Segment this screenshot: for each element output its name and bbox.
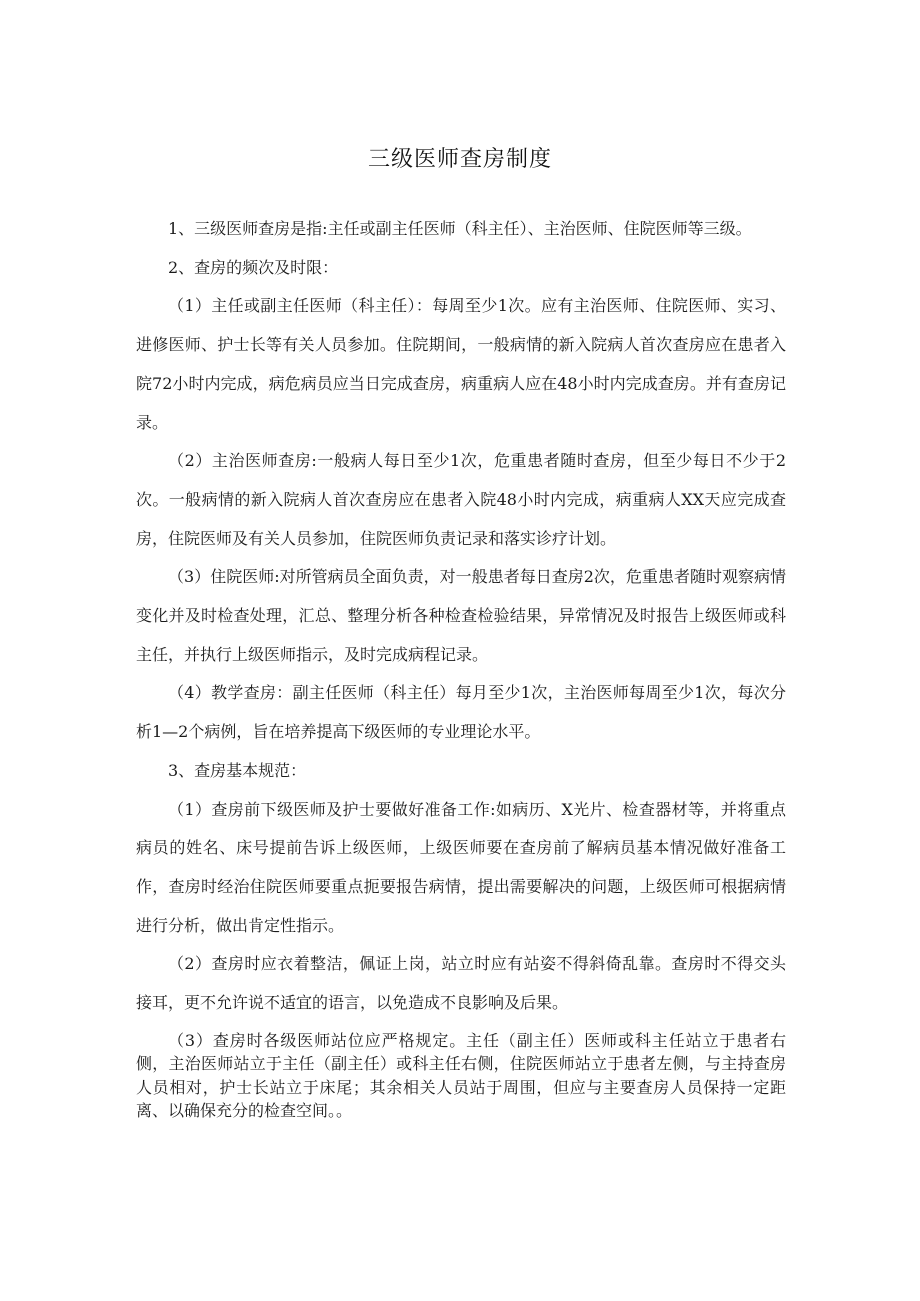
- paragraph-3: （1）主任或副主任医师（科主任）：每周至少1次。应有主治医师、住院医师、实习、进修医师、护士长等有关人员参加。住院期间，一般病情的新入院病人首次查房应在患者入院72小时内完成，病危病员应当日完成查房，病重病人应在48小时内完成查房。并有查房记录。: [136, 296, 786, 432]
- paragraph-6: （4）教学查房：副主任医师（科主任）每月至少1次，主治医师每周至少1次，每次分析1—2个病例，旨在培养提高下级医师的专业理论水平。: [136, 683, 786, 742]
- paragraph-7: 3、查房基本规范：: [168, 760, 307, 780]
- paragraph-9: （2）查房时应衣着整洁，佩证上岗，站立时应有站姿不得斜倚乱靠。查房时不得交头接耳，更不允许说不适宜的语言，以免造成不良影响及后果。: [136, 954, 786, 1013]
- paragraph-8: （1）查房前下级医师及护士要做好准备工作:如病历、X光片、检查器材等，并将重点病员的姓名、床号提前告诉上级医师，上级医师要在查房前了解病员基本情况做好准备工作，查房时经治住院医师要重点扼要报告病情，提出需要解决的问题，上级医师可根据病情进行分析，做出肯定性指示。: [136, 799, 786, 935]
- document-body: [136, 210, 786, 1123]
- paragraph-1: 1、三级医师查房是指:主任或副主任医师（科主任）、主治医师、住院医师等三级。: [168, 219, 752, 238]
- paragraph-4: （2）主治医师查房:一般病人每日至少1次，危重患者随时查房，但至少每日不少于2次。一般病情的新入院病人首次查房应在患者入院48小时内完成，病重病人XX天应完成查房，住院医师及有关人员参加，住院医师负责记录和落实诊疗计划。: [136, 451, 786, 548]
- paragraph-10: （3）查房时各级医师站位应严格规定。主任（副主任）医师或科主任站立于患者右侧，主治医师站立于主任（副主任）或科主任右侧，住院医师站立于患者左侧，与主持查房人员相对，护士长站立于床尾；其余相关人员站于周围，但应与主要查房人员保持一定距离、以确保充分的检查空间。。: [136, 1030, 786, 1121]
- document-title: 三级医师查房制度: [367, 147, 552, 172]
- paragraph-2: 2、查房的频次及时限：: [168, 257, 339, 277]
- paragraph-5: （3）住院医师:对所管病员全面负责，对一般患者每日查房2次，危重患者随时观察病情变化并及时检查处理，汇总、整理分析各种检查检验结果，异常情况及时报告上级医师或科主任，并执行上级医师指示，及时完成病程记录。: [136, 567, 786, 664]
